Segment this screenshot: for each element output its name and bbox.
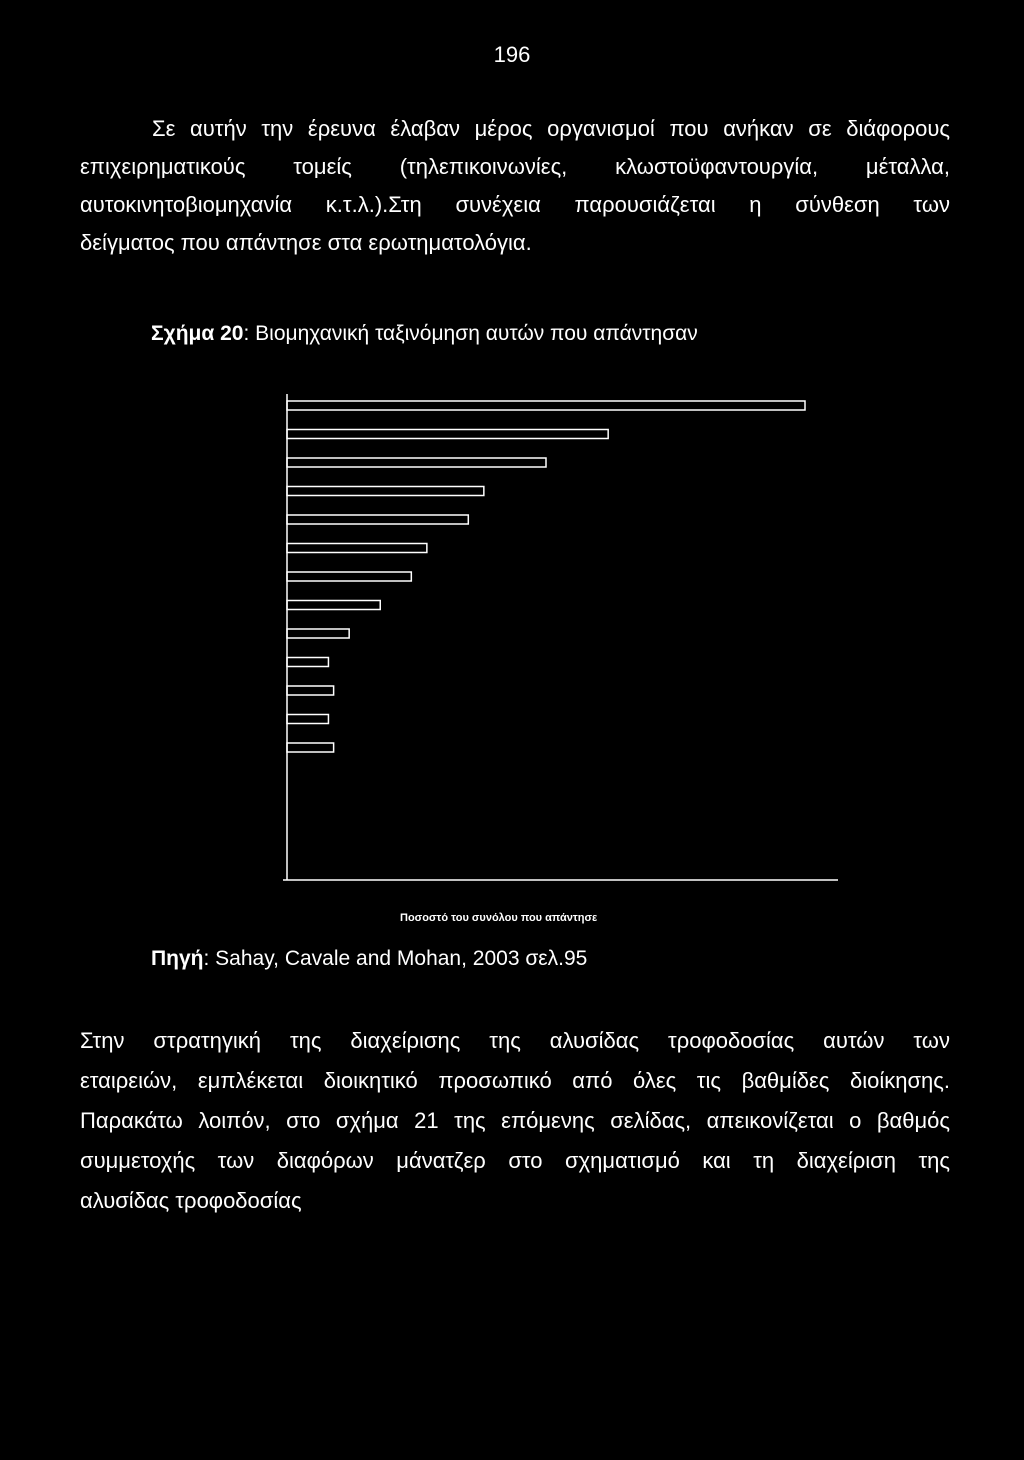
figure-caption (151, 322, 698, 346)
intro-line: αυτοκινητοβιομηχανία κ.τ.λ.).Στη συνέχεια παρουσιάζεται η σύνθεση των (80, 192, 950, 217)
bar (287, 572, 411, 581)
bar (287, 430, 608, 439)
intro-paragraph (80, 110, 950, 262)
bar (287, 401, 805, 410)
bar (287, 458, 546, 467)
intro-line: δείγματος που απάντησε στα ερωτηματολόγια. (80, 230, 532, 255)
bar (287, 686, 334, 695)
source-citation (151, 947, 587, 971)
bar (287, 601, 380, 610)
figure-caption-label: Σχήμα 20 (151, 322, 244, 345)
chart-plot-area (283, 394, 838, 880)
bar (287, 515, 468, 524)
x-axis-label: Ποσοστό του συνόλου που απάντησε (400, 912, 598, 924)
body-line: εταιρειών, εμπλέκεται διοικητικό προσωπικό από όλες τις βαθμίδες διοίκησης. (80, 1068, 950, 1093)
intro-line: επιχειρηματικούς τομείς (τηλεπικοινωνίες, κλωστοϋφαντουργία, μέταλλα, (80, 154, 950, 179)
source-text: : Sahay, Cavale and Mohan, 2003 σελ.95 (203, 947, 588, 970)
bar (287, 743, 334, 752)
body-line: Στην στρατηγική της διαχείρισης της αλυσίδας τροφοδοσίας αυτών των (80, 1028, 950, 1053)
bar (287, 715, 328, 724)
body-paragraph (80, 1021, 950, 1221)
body-line: αλυσίδας τροφοδοσίας (80, 1188, 302, 1213)
bar (287, 544, 427, 553)
bar (287, 658, 328, 667)
bar (287, 629, 349, 638)
body-line: Παρακάτω λοιπόν, στο σχήμα 21 της επόμενης σελίδας, απεικονίζεται ο βαθμός (80, 1108, 950, 1133)
intro-line: Σε αυτήν την έρευνα έλαβαν μέρος οργανισμοί που ανήκαν σε διάφορους (152, 116, 950, 141)
figure-caption-text: : Βιομηχανική ταξινόμηση αυτών που απάντησαν (243, 322, 698, 345)
bar (287, 487, 484, 496)
body-line: συμμετοχής των διαφόρων μάνατζερ στο σχηματισμό και τη διαχείριση της (80, 1148, 950, 1173)
page-number: 196 (493, 42, 531, 67)
source-label: Πηγή (151, 947, 204, 970)
